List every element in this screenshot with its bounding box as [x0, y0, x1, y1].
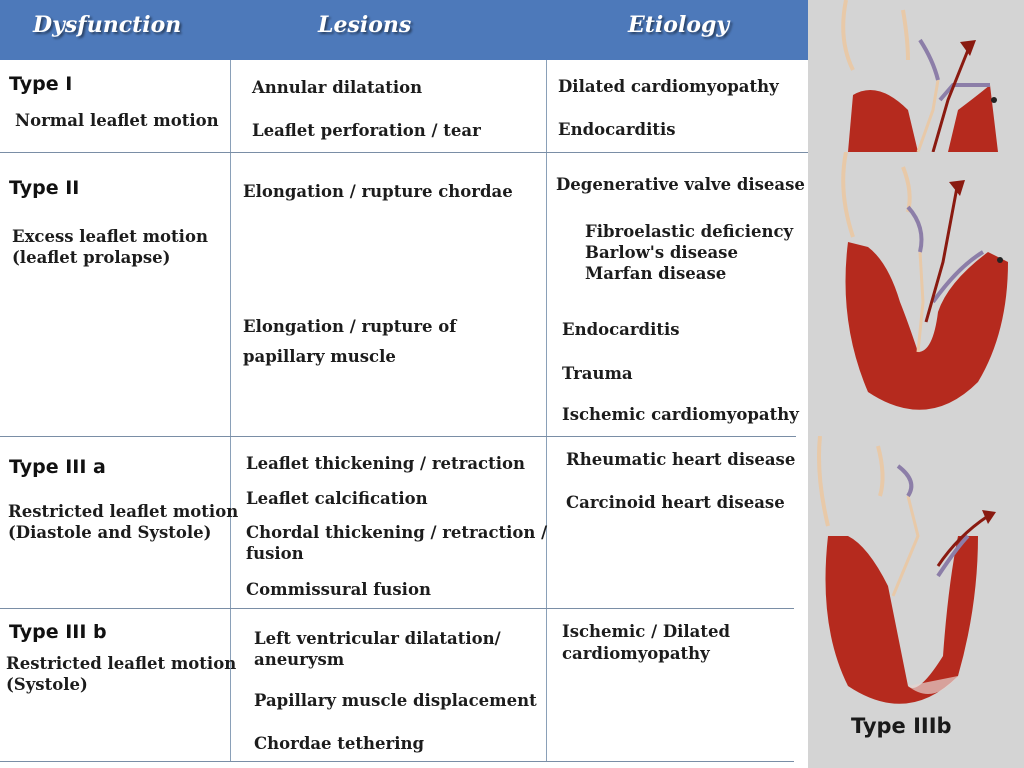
etiology-text: Ischemic / Dilated — [562, 622, 731, 641]
row-divider-1 — [0, 152, 808, 153]
lesion-text: Elongation / rupture chordae — [243, 182, 513, 201]
lesion-text: Leaflet calcification — [246, 489, 428, 508]
row-divider-2 — [0, 436, 796, 437]
etiology-text: Rheumatic heart disease — [566, 450, 796, 469]
etiology-text: Endocarditis — [558, 120, 676, 139]
motion-text: (leaflet prolapse) — [12, 248, 171, 267]
lesion-text: Commissural fusion — [246, 580, 431, 599]
motion-text: Restricted leaflet motion — [6, 654, 237, 673]
heart-valve-illustration-type-i — [808, 0, 1024, 152]
type-label: Type III b — [9, 621, 107, 643]
row-divider-3 — [0, 608, 794, 609]
etiology-text: Trauma — [562, 364, 633, 383]
heart-valve-illustration-type-ii — [808, 152, 1024, 436]
type-label: Type I — [9, 73, 73, 95]
lesion-text: Chordae tethering — [254, 734, 425, 753]
etiology-text: Dilated cardiomyopathy — [558, 77, 779, 96]
lesion-text: Elongation / rupture of — [243, 317, 457, 336]
header-lesions: Lesions — [318, 12, 412, 38]
etiology-text: Ischemic cardiomyopathy — [562, 405, 799, 424]
lesion-text: papillary muscle — [243, 347, 396, 366]
type-label: Type II — [9, 177, 80, 199]
lesion-text: Leaflet perforation / tear — [252, 121, 481, 140]
table-header — [0, 0, 808, 60]
etiology-text: cardiomyopathy — [562, 644, 710, 663]
type-label: Type III a — [9, 456, 106, 478]
lesion-text: aneurysm — [254, 650, 345, 669]
lesion-text: Chordal thickening / retraction / — [246, 523, 548, 542]
header-dysfunction: Dysfunction — [33, 12, 182, 38]
motion-text: Normal leaflet motion — [15, 111, 219, 130]
lesion-text: Annular dilatation — [252, 78, 423, 97]
etiology-text: Marfan disease — [585, 264, 727, 283]
etiology-text: Fibroelastic deficiency — [585, 222, 794, 241]
etiology-text: Degenerative valve disease — [556, 175, 805, 194]
etiology-text: Carcinoid heart disease — [566, 493, 785, 512]
row-divider-4 — [0, 761, 794, 762]
header-etiology: Etiology — [628, 12, 730, 38]
lesion-text: Left ventricular dilatation/ — [254, 629, 501, 648]
etiology-text: Endocarditis — [562, 320, 680, 339]
motion-text: (Diastole and Systole) — [8, 523, 212, 542]
motion-text: Excess leaflet motion — [12, 227, 208, 246]
motion-text: Restricted leaflet motion — [8, 502, 239, 521]
motion-text: (Systole) — [6, 675, 88, 694]
lesion-text: Papillary muscle displacement — [254, 691, 537, 710]
lesion-text: Leaflet thickening / retraction — [246, 454, 525, 473]
lesion-text: fusion — [246, 544, 304, 563]
etiology-text: Barlow's disease — [585, 243, 738, 262]
column-divider-2 — [546, 60, 547, 762]
illustration-caption: Type IIIb — [851, 714, 952, 738]
